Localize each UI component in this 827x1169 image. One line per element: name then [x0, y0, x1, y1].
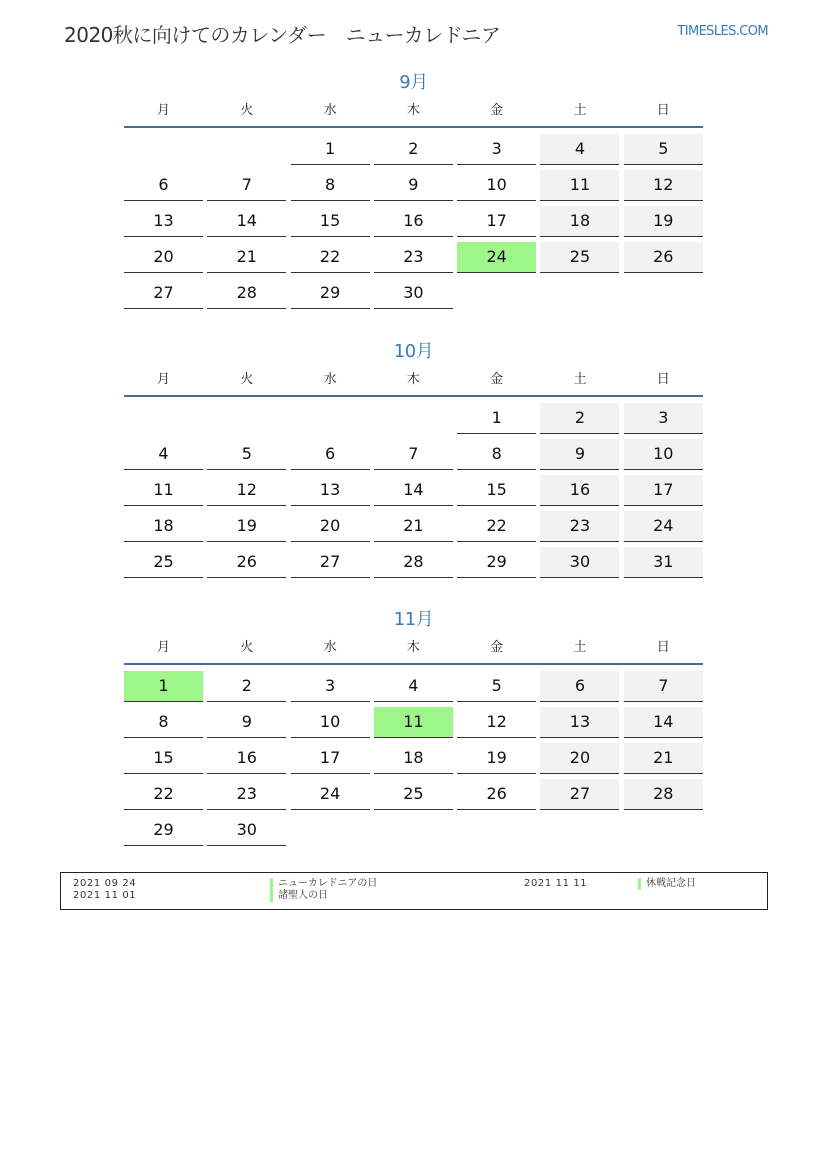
- week-row: [124, 403, 703, 434]
- holiday-day-cell: 11: [374, 707, 453, 738]
- day-cell: 28: [624, 779, 703, 810]
- day-cell: 4: [374, 671, 453, 702]
- month-title: 9月: [399, 72, 428, 93]
- day-cell: 2: [374, 134, 453, 165]
- holiday-day-cell: 24: [457, 242, 536, 273]
- week-row: [124, 242, 703, 273]
- day-cell: 18: [540, 206, 619, 237]
- week-row: [124, 547, 703, 578]
- day-cell: 16: [207, 743, 286, 774]
- month-october: [124, 338, 703, 583]
- empty-day-cell: [207, 403, 286, 434]
- day-cell: 21: [374, 511, 453, 542]
- day-cell: 14: [207, 206, 286, 237]
- day-cell: 6: [540, 671, 619, 702]
- day-cell: 2: [540, 403, 619, 434]
- day-cell: 28: [374, 547, 453, 578]
- week-row: [124, 743, 703, 774]
- day-cell: 20: [291, 511, 370, 542]
- empty-day-cell: [291, 403, 370, 434]
- day-cell: 31: [624, 547, 703, 578]
- day-cell: 10: [624, 439, 703, 470]
- day-grid: [124, 671, 703, 846]
- month-november: [124, 606, 703, 851]
- weekday-label: 火: [240, 103, 254, 118]
- day-cell: 8: [457, 439, 536, 470]
- day-cell: 9: [374, 170, 453, 201]
- legend-date: 2021 11 01: [73, 890, 137, 901]
- day-cell: 28: [207, 278, 286, 309]
- week-row: [124, 278, 703, 309]
- week-row: [124, 475, 703, 506]
- day-cell: 11: [540, 170, 619, 201]
- day-cell: 19: [207, 511, 286, 542]
- legend-left-names: [270, 878, 377, 902]
- empty-day-cell: [124, 134, 203, 165]
- weekday-label: 木: [406, 372, 420, 387]
- empty-day-cell: [374, 403, 453, 434]
- day-cell: 10: [457, 170, 536, 201]
- day-cell: 20: [124, 242, 203, 273]
- week-row: [124, 170, 703, 201]
- day-cell: 27: [124, 278, 203, 309]
- month-title: 10月: [393, 341, 434, 362]
- empty-day-cell: [457, 815, 536, 846]
- empty-day-cell: [540, 815, 619, 846]
- day-cell: 24: [624, 511, 703, 542]
- month-title: 11月: [393, 609, 434, 630]
- weekday-label: 日: [656, 640, 670, 655]
- week-row: [124, 134, 703, 165]
- day-grid: [124, 134, 703, 309]
- day-cell: 15: [291, 206, 370, 237]
- legend-right-names: [638, 878, 696, 890]
- legend-date: 2021 09 24: [73, 878, 137, 889]
- empty-day-cell: [624, 815, 703, 846]
- weekday-label: 木: [406, 640, 420, 655]
- weekday-label: 金: [490, 640, 504, 655]
- day-cell: 23: [374, 242, 453, 273]
- site-link[interactable]: TIMESLES.COM: [677, 24, 768, 39]
- empty-day-cell: [207, 134, 286, 165]
- month-september: [124, 69, 703, 314]
- day-cell: 15: [457, 475, 536, 506]
- day-cell: 18: [374, 743, 453, 774]
- page-title: 2020秋に向けてのカレンダー ニューカレドニア: [64, 23, 501, 47]
- day-cell: 16: [540, 475, 619, 506]
- weekday-label: 水: [323, 372, 337, 387]
- empty-day-cell: [457, 278, 536, 309]
- holiday-day-cell: 1: [124, 671, 203, 702]
- day-cell: 14: [624, 707, 703, 738]
- day-cell: 29: [457, 547, 536, 578]
- day-cell: 21: [207, 242, 286, 273]
- day-cell: 5: [624, 134, 703, 165]
- day-cell: 17: [624, 475, 703, 506]
- day-cell: 7: [207, 170, 286, 201]
- legend-holiday-name: ニューカレドニアの日: [270, 878, 377, 890]
- day-cell: 8: [291, 170, 370, 201]
- day-cell: 3: [457, 134, 536, 165]
- week-row: [124, 779, 703, 810]
- day-cell: 26: [207, 547, 286, 578]
- day-cell: 26: [624, 242, 703, 273]
- legend-right-dates: [524, 878, 587, 890]
- day-cell: 12: [207, 475, 286, 506]
- day-cell: 9: [207, 707, 286, 738]
- week-row: [124, 439, 703, 470]
- day-cell: 16: [374, 206, 453, 237]
- weekday-label: 土: [573, 640, 587, 655]
- weekday-label: 月: [156, 640, 170, 655]
- day-cell: 13: [124, 206, 203, 237]
- day-cell: 22: [457, 511, 536, 542]
- day-cell: 10: [291, 707, 370, 738]
- day-cell: 5: [207, 439, 286, 470]
- day-cell: 7: [374, 439, 453, 470]
- day-cell: 7: [624, 671, 703, 702]
- day-cell: 30: [540, 547, 619, 578]
- day-cell: 11: [124, 475, 203, 506]
- weekday-label: 木: [406, 103, 420, 118]
- legend-date: 2021 11 11: [524, 878, 588, 889]
- empty-day-cell: [124, 403, 203, 434]
- empty-day-cell: [374, 815, 453, 846]
- weekday-label: 金: [490, 103, 504, 118]
- day-cell: 3: [291, 671, 370, 702]
- day-cell: 4: [540, 134, 619, 165]
- weekday-label: 土: [573, 372, 587, 387]
- weekday-label: 土: [573, 103, 587, 118]
- day-cell: 6: [124, 170, 203, 201]
- day-cell: 25: [124, 547, 203, 578]
- weekday-header: [124, 637, 703, 665]
- week-row: [124, 671, 703, 702]
- day-cell: 18: [124, 511, 203, 542]
- weekday-label: 水: [323, 103, 337, 118]
- weekday-label: 月: [156, 372, 170, 387]
- weekday-header: [124, 100, 703, 128]
- day-grid: [124, 403, 703, 578]
- day-cell: 27: [291, 547, 370, 578]
- weekday-label: 日: [656, 372, 670, 387]
- day-cell: 4: [124, 439, 203, 470]
- day-cell: 19: [457, 743, 536, 774]
- empty-day-cell: [624, 278, 703, 309]
- week-row: [124, 815, 703, 846]
- day-cell: 25: [374, 779, 453, 810]
- empty-day-cell: [540, 278, 619, 309]
- day-cell: 29: [124, 815, 203, 846]
- day-cell: 22: [124, 779, 203, 810]
- day-cell: 17: [291, 743, 370, 774]
- legend-left-dates: [73, 878, 136, 902]
- day-cell: 15: [124, 743, 203, 774]
- day-cell: 24: [291, 779, 370, 810]
- day-cell: 14: [374, 475, 453, 506]
- day-cell: 26: [457, 779, 536, 810]
- weekday-label: 日: [656, 103, 670, 118]
- weekday-label: 火: [240, 372, 254, 387]
- day-cell: 29: [291, 278, 370, 309]
- day-cell: 12: [457, 707, 536, 738]
- day-cell: 1: [291, 134, 370, 165]
- day-cell: 19: [624, 206, 703, 237]
- day-cell: 1: [457, 403, 536, 434]
- weekday-label: 火: [240, 640, 254, 655]
- week-row: [124, 206, 703, 237]
- day-cell: 20: [540, 743, 619, 774]
- day-cell: 30: [207, 815, 286, 846]
- day-cell: 23: [207, 779, 286, 810]
- day-cell: 23: [540, 511, 619, 542]
- day-cell: 9: [540, 439, 619, 470]
- day-cell: 12: [624, 170, 703, 201]
- day-cell: 30: [374, 278, 453, 309]
- week-row: [124, 707, 703, 738]
- day-cell: 13: [540, 707, 619, 738]
- day-cell: 13: [291, 475, 370, 506]
- week-row: [124, 511, 703, 542]
- day-cell: 27: [540, 779, 619, 810]
- empty-day-cell: [291, 815, 370, 846]
- day-cell: 22: [291, 242, 370, 273]
- day-cell: 8: [124, 707, 203, 738]
- day-cell: 21: [624, 743, 703, 774]
- day-cell: 2: [207, 671, 286, 702]
- day-cell: 5: [457, 671, 536, 702]
- day-cell: 25: [540, 242, 619, 273]
- legend-holiday-name: 諸聖人の日: [270, 890, 377, 902]
- weekday-label: 金: [490, 372, 504, 387]
- weekday-label: 月: [156, 103, 170, 118]
- day-cell: 6: [291, 439, 370, 470]
- legend-holiday-name: 休戦記念日: [638, 878, 696, 890]
- day-cell: 17: [457, 206, 536, 237]
- weekday-header: [124, 369, 703, 397]
- holiday-legend: [60, 872, 768, 910]
- day-cell: 3: [624, 403, 703, 434]
- weekday-label: 水: [323, 640, 337, 655]
